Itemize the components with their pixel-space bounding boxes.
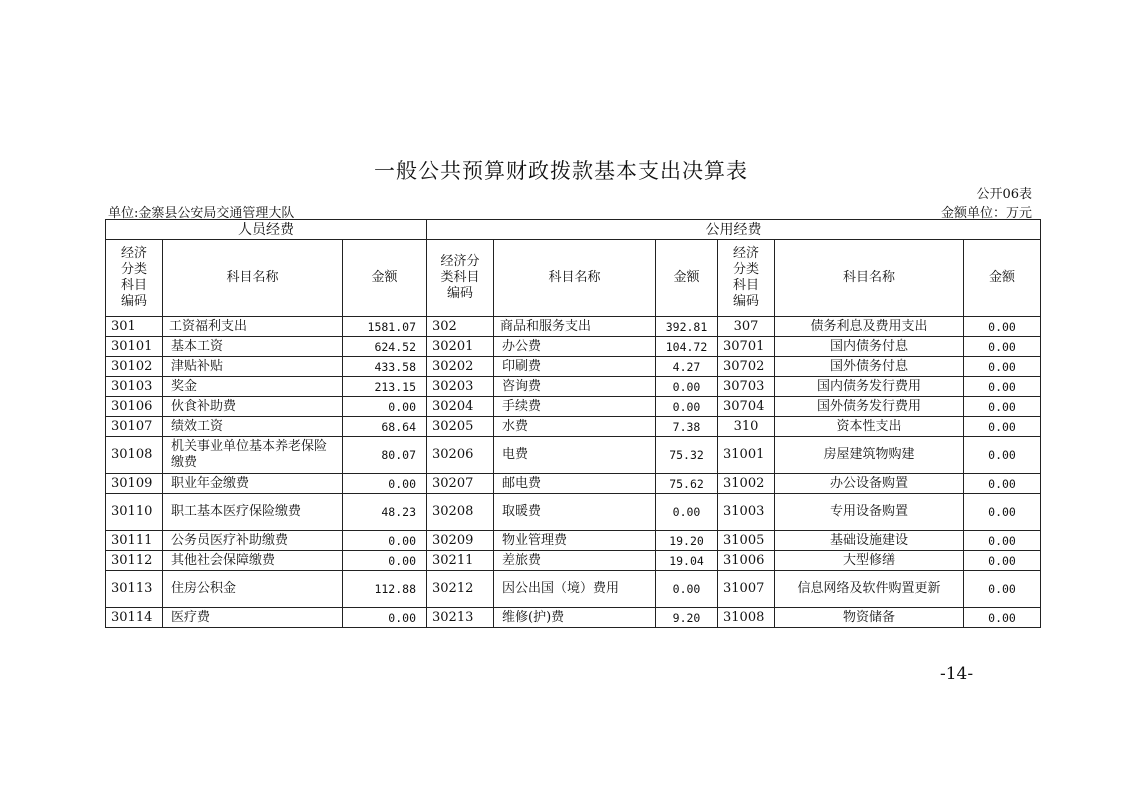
cell-name-3: 债务利息及费用支出 (775, 317, 964, 337)
cell-amount-1: 0.00 (343, 474, 427, 494)
cell-name-1: 津贴补贴 (163, 357, 343, 377)
table-row (106, 437, 1041, 474)
cell-name-1: 医疗费 (163, 608, 343, 628)
cell-code-2: 30201 (427, 337, 494, 357)
cell-code-3: 31007 (718, 571, 775, 608)
cell-code-2: 30208 (427, 494, 494, 531)
cell-amount-3: 0.00 (964, 417, 1041, 437)
cell-name-1: 机关事业单位基本养老保险缴费 (163, 437, 343, 474)
cell-code-1: 30103 (106, 377, 163, 397)
header-code-2: 经济分类科目编码 (427, 240, 494, 317)
header-amount-2: 金额 (656, 240, 718, 317)
cell-amount-2: 104.72 (656, 337, 718, 357)
cell-code-3: 31003 (718, 494, 775, 531)
cell-amount-2: 0.00 (656, 377, 718, 397)
cell-name-3: 专用设备购置 (775, 494, 964, 531)
cell-code-2: 30207 (427, 474, 494, 494)
cell-name-1: 工资福利支出 (163, 317, 343, 337)
cell-name-3: 国外债务发行费用 (775, 397, 964, 417)
cell-amount-2: 0.00 (656, 397, 718, 417)
cell-name-1: 其他社会保障缴费 (163, 551, 343, 571)
cell-name-2: 手续费 (494, 397, 656, 417)
header-amount-3: 金额 (964, 240, 1041, 317)
section-personnel: 人员经费 (106, 220, 427, 240)
table-row (106, 474, 1041, 494)
table-row (106, 494, 1041, 531)
cell-code-1: 30113 (106, 571, 163, 608)
cell-amount-1: 68.64 (343, 417, 427, 437)
cell-code-2: 30203 (427, 377, 494, 397)
cell-name-1: 基本工资 (163, 337, 343, 357)
cell-name-2: 取暖费 (494, 494, 656, 531)
page-title: 一般公共预算财政拨款基本支出决算表 (374, 159, 748, 183)
cell-name-3: 物资储备 (775, 608, 964, 628)
cell-name-1: 绩效工资 (163, 417, 343, 437)
cell-code-3: 310 (718, 417, 775, 437)
cell-name-2: 物业管理费 (494, 531, 656, 551)
cell-amount-3: 0.00 (964, 531, 1041, 551)
cell-name-3: 信息网络及软件购置更新 (775, 571, 964, 608)
cell-code-3: 31002 (718, 474, 775, 494)
cell-name-2: 商品和服务支出 (494, 317, 656, 337)
cell-name-3: 国外债务付息 (775, 357, 964, 377)
cell-amount-2: 75.32 (656, 437, 718, 474)
cell-code-3: 31005 (718, 531, 775, 551)
cell-amount-1: 0.00 (343, 608, 427, 628)
cell-name-1: 伙食补助费 (163, 397, 343, 417)
form-number: 公开06表 (976, 187, 1032, 202)
cell-name-3: 基础设施建设 (775, 531, 964, 551)
header-code-3: 经济分类科目编码 (718, 240, 775, 317)
cell-amount-2: 4.27 (656, 357, 718, 377)
cell-amount-3: 0.00 (964, 377, 1041, 397)
cell-name-1: 公务员医疗补助缴费 (163, 531, 343, 551)
header-code-1: 经济分类科目编码 (106, 240, 163, 317)
header-name-1: 科目名称 (163, 240, 343, 317)
cell-amount-2: 0.00 (656, 494, 718, 531)
table-row (106, 397, 1041, 417)
table-row (106, 357, 1041, 377)
cell-amount-3: 0.00 (964, 551, 1041, 571)
cell-name-2: 维修(护)费 (494, 608, 656, 628)
cell-name-3: 办公设备购置 (775, 474, 964, 494)
table-row (106, 571, 1041, 608)
cell-amount-1: 624.52 (343, 337, 427, 357)
cell-amount-1: 80.07 (343, 437, 427, 474)
cell-amount-3: 0.00 (964, 571, 1041, 608)
cell-amount-3: 0.00 (964, 337, 1041, 357)
cell-name-1: 住房公积金 (163, 571, 343, 608)
cell-code-3: 31006 (718, 551, 775, 571)
cell-amount-3: 0.00 (964, 474, 1041, 494)
cell-amount-1: 1581.07 (343, 317, 427, 337)
cell-name-2: 邮电费 (494, 474, 656, 494)
table-row (106, 337, 1041, 357)
cell-name-1: 职工基本医疗保险缴费 (163, 494, 343, 531)
cell-code-2: 30213 (427, 608, 494, 628)
cell-code-1: 30110 (106, 494, 163, 531)
cell-amount-3: 0.00 (964, 397, 1041, 417)
cell-code-3: 31001 (718, 437, 775, 474)
cell-amount-3: 0.00 (964, 494, 1041, 531)
cell-name-3: 大型修缮 (775, 551, 964, 571)
cell-name-1: 职业年金缴费 (163, 474, 343, 494)
cell-name-2: 电费 (494, 437, 656, 474)
header-name-3: 科目名称 (775, 240, 964, 317)
table-row (106, 417, 1041, 437)
cell-code-2: 302 (427, 317, 494, 337)
cell-amount-1: 0.00 (343, 551, 427, 571)
cell-name-2: 水费 (494, 417, 656, 437)
cell-code-1: 30102 (106, 357, 163, 377)
cell-code-1: 30107 (106, 417, 163, 437)
cell-name-2: 差旅费 (494, 551, 656, 571)
cell-amount-1: 0.00 (343, 397, 427, 417)
unit-label: 单位:金寨县公安局交通管理大队 (108, 206, 295, 221)
cell-amount-2: 19.04 (656, 551, 718, 571)
cell-code-1: 30106 (106, 397, 163, 417)
cell-amount-1: 48.23 (343, 494, 427, 531)
amount-unit: 金额单位：万元 (940, 206, 1032, 221)
header-amount-1: 金额 (343, 240, 427, 317)
cell-code-3: 30701 (718, 337, 775, 357)
cell-code-2: 30212 (427, 571, 494, 608)
column-header-row (106, 240, 1041, 317)
cell-name-3: 资本性支出 (775, 417, 964, 437)
cell-code-2: 30204 (427, 397, 494, 417)
cell-name-2: 印刷费 (494, 357, 656, 377)
table-row (106, 531, 1041, 551)
cell-name-3: 国内债务发行费用 (775, 377, 964, 397)
cell-code-2: 30205 (427, 417, 494, 437)
cell-amount-2: 7.38 (656, 417, 718, 437)
cell-code-2: 30209 (427, 531, 494, 551)
cell-name-1: 奖金 (163, 377, 343, 397)
cell-code-2: 30211 (427, 551, 494, 571)
cell-amount-2: 75.62 (656, 474, 718, 494)
cell-amount-3: 0.00 (964, 608, 1041, 628)
cell-name-2: 因公出国（境）费用 (494, 571, 656, 608)
cell-name-2: 办公费 (494, 337, 656, 357)
header-name-2: 科目名称 (494, 240, 656, 317)
cell-code-1: 30111 (106, 531, 163, 551)
cell-amount-1: 112.88 (343, 571, 427, 608)
cell-name-3: 国内债务付息 (775, 337, 964, 357)
cell-amount-1: 433.58 (343, 357, 427, 377)
cell-amount-2: 9.20 (656, 608, 718, 628)
cell-amount-1: 0.00 (343, 531, 427, 551)
cell-code-1: 301 (106, 317, 163, 337)
cell-code-1: 30112 (106, 551, 163, 571)
cell-code-2: 30206 (427, 437, 494, 474)
cell-code-2: 30202 (427, 357, 494, 377)
cell-code-1: 30108 (106, 437, 163, 474)
expenditure-table (105, 219, 1041, 628)
table-row (106, 377, 1041, 397)
cell-code-3: 31008 (718, 608, 775, 628)
table-row (106, 551, 1041, 571)
cell-code-1: 30109 (106, 474, 163, 494)
section-header-row (106, 220, 1041, 240)
cell-code-3: 30703 (718, 377, 775, 397)
cell-amount-2: 392.81 (656, 317, 718, 337)
cell-code-1: 30114 (106, 608, 163, 628)
section-public: 公用经费 (427, 220, 1041, 240)
cell-amount-3: 0.00 (964, 317, 1041, 337)
page-number: -14- (940, 664, 974, 684)
cell-amount-2: 0.00 (656, 571, 718, 608)
cell-amount-2: 19.20 (656, 531, 718, 551)
cell-code-3: 307 (718, 317, 775, 337)
cell-name-2: 咨询费 (494, 377, 656, 397)
cell-code-3: 30702 (718, 357, 775, 377)
cell-amount-3: 0.00 (964, 437, 1041, 474)
cell-amount-1: 213.15 (343, 377, 427, 397)
cell-name-3: 房屋建筑物购建 (775, 437, 964, 474)
cell-code-1: 30101 (106, 337, 163, 357)
table-row (106, 317, 1041, 337)
table-row (106, 608, 1041, 628)
cell-amount-3: 0.00 (964, 357, 1041, 377)
cell-code-3: 30704 (718, 397, 775, 417)
